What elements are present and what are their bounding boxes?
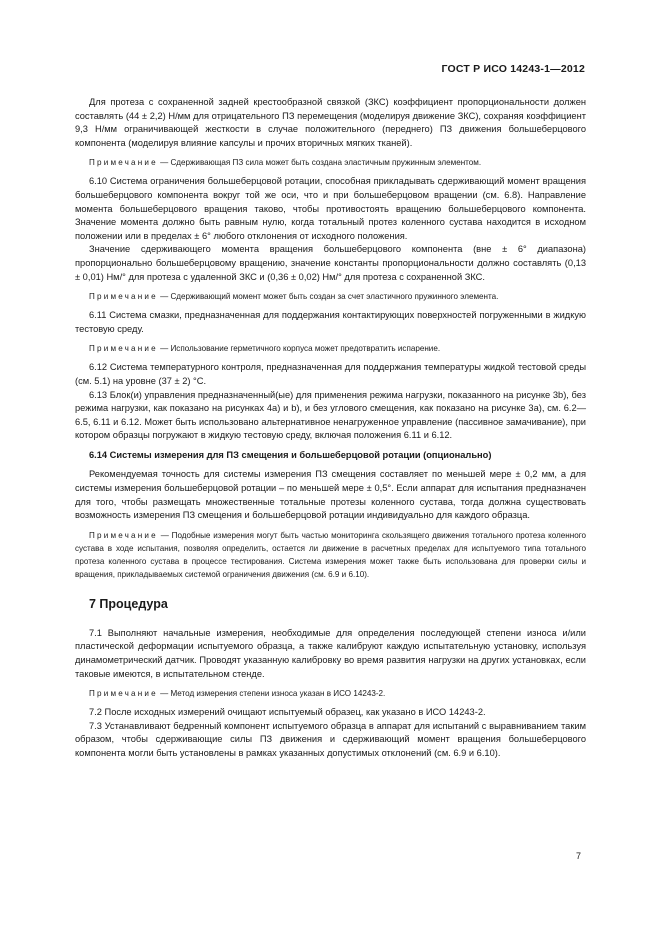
note-monitoring bbox=[75, 529, 586, 581]
note-text: — Сдерживающий момент может быть создан за счет эластичного пружинного элемента. bbox=[157, 292, 499, 302]
note-text: — Метод измерения степени износа указан в ИСО 14243-2. bbox=[157, 689, 386, 699]
paragraph-measurement-accuracy: Рекомендуемая точность для системы измерения ПЗ смещения составляет по меньшей мере ± 0,2 мм, а для системы измерения большеберцовой ротации – по меньшей мере ± 0,5°. Если аппарат для испытания предназначен для того, чтобы размещать множественные тотальные протезы коленного сустава, тогда должна существовать возможность измерения ПЗ смещения и большеберцовой ротации индивидуально для каждого образца. bbox=[75, 469, 586, 521]
page-number: 7 bbox=[575, 851, 581, 861]
note-restraint-moment bbox=[75, 290, 586, 303]
paragraph-6-11: 6.11 Система смазки, предназначенная для поддержания контактирующих поверхностей погруженными в жидкую тестовую среду. bbox=[75, 310, 586, 334]
note-label: Примечание bbox=[89, 292, 158, 302]
note-text: — Подобные измерения могут быть частью мониторинга скользящего движения тотального протеза коленного сустава в ходе испытания, позволяя определить, остается ли движение в расчетных пределах для испытуемого типа тотального протеза коленного сустава в процессе тестирования. Система измерения может также быть использована для проверки силы и вращения, прикладываемых системой ограничения движения (см. 6.9 и 6.10). bbox=[75, 530, 586, 579]
note-label: Примечание bbox=[89, 344, 158, 354]
note-label: Примечание bbox=[89, 689, 158, 699]
note-ap-force bbox=[75, 156, 586, 169]
paragraph-7-3: 7.3 Устанавливают бедренный компонент испытуемого образца в аппарат для испытаний с выравниванием таким образом, чтобы сдерживающие силы ПЗ движения и сдерживающий момент вращения большеберцового компонента могли быть установлены в рамках указанных допустимых отклонений (см. 6.9 и 6.10). bbox=[75, 720, 586, 758]
paragraph-restraint-moment: Значение сдерживающего момента вращения большеберцового компонента (вне ± 6° диапазона) пропорционально большеберцовому вращению, значение константы пропорциональности должно составлять (0,13 ± 0,01) Нм/° для протеза с удаленной ЗКС и (0,36 ± 0,02) Нм/° для протеза с сохраненной ЗКС. bbox=[75, 244, 586, 282]
note-label: Примечание bbox=[89, 530, 158, 540]
section-heading-procedure: 7 Процедура bbox=[89, 596, 168, 611]
note-evaporation bbox=[75, 342, 586, 355]
paragraph-7-2: 7.2 После исходных измерений очищают испытуемый образец, как указано в ИСО 14243-2. bbox=[89, 707, 486, 718]
page-body bbox=[75, 96, 586, 761]
note-wear-method bbox=[75, 687, 586, 700]
paragraph-6-13: 6.13 Блок(и) управления предназначенный(ые) для применения режима нагрузки, показанного на рисунке 3b), без режима нагрузки, как показано на рисунках 4a) и b), и без углового смещения, как показано на рисунке 3a), см. 6.2—6.5, 6.11 и 6.12. Может быть использовано альтернативное ненагруженное управление (пассивное замачивание), при котором образцы погружают в жидкую тестовую среду, включая положения 6.11 и 6.12. bbox=[75, 389, 586, 441]
paragraph-7-1: 7.1 Выполняют начальные измерения, необходимые для определения последующей степени износа и/или пластической деформации испытуемого образца, а также калибруют каждую испытательную установку, используя динамометрический датчик. Проводят указанную калибровку во время развития нагрузки на других установках, если таковые имеются, в испытательном стенде. bbox=[75, 627, 586, 679]
note-text: — Сдерживающая ПЗ сила может быть создана эластичным пружинным элементом. bbox=[157, 158, 482, 168]
paragraph-pcl-stiffness: Для протеза с сохраненной задней крестообразной связкой (ЗКС) коэффициент пропорциональности должен составлять (44 ± 2,2) Н/мм для отрицательного ПЗ перемещения (моделируя движение ЗКС), сохраняя коэффициент 9,3 Н/мм ограничивающей жесткости в случае положительного (переднего) ПЗ движения большеберцового компонента (моделируя влияние капсулы и прочих вторичных мягких тканей). bbox=[75, 97, 586, 148]
paragraph-6-12: 6.12 Система температурного контроля, предназначенная для поддержания температуры жидкой тестовой среды (см. 5.1) на уровне (37 ± 2) °С. bbox=[75, 362, 586, 386]
subheading-6-14: 6.14 Системы измерения для ПЗ смещения и большеберцовой ротации (опционально) bbox=[89, 449, 492, 460]
note-text: — Использование герметичного корпуса может предотвратить испарение. bbox=[157, 344, 441, 354]
note-label: Примечание bbox=[89, 158, 158, 168]
document-code-header: ГОСТ Р ИСО 14243-1—2012 bbox=[441, 63, 585, 75]
paragraph-6-10: 6.10 Система ограничения большеберцовой ротации, способная прикладывать сдерживающий момент вращения большеберцового компонента вокруг той же оси, что и при большеберцовом вращении (см. 6.8). Направление момента большеберцового вращения таково, чтобы противостоять вращению большеберцового компонента. Значение момента должно быть равным нулю, когда тотальный протез коленного сустава находится в исходном положении или в пределах ± 6° любого отклонения от исходного положения. bbox=[75, 176, 586, 241]
